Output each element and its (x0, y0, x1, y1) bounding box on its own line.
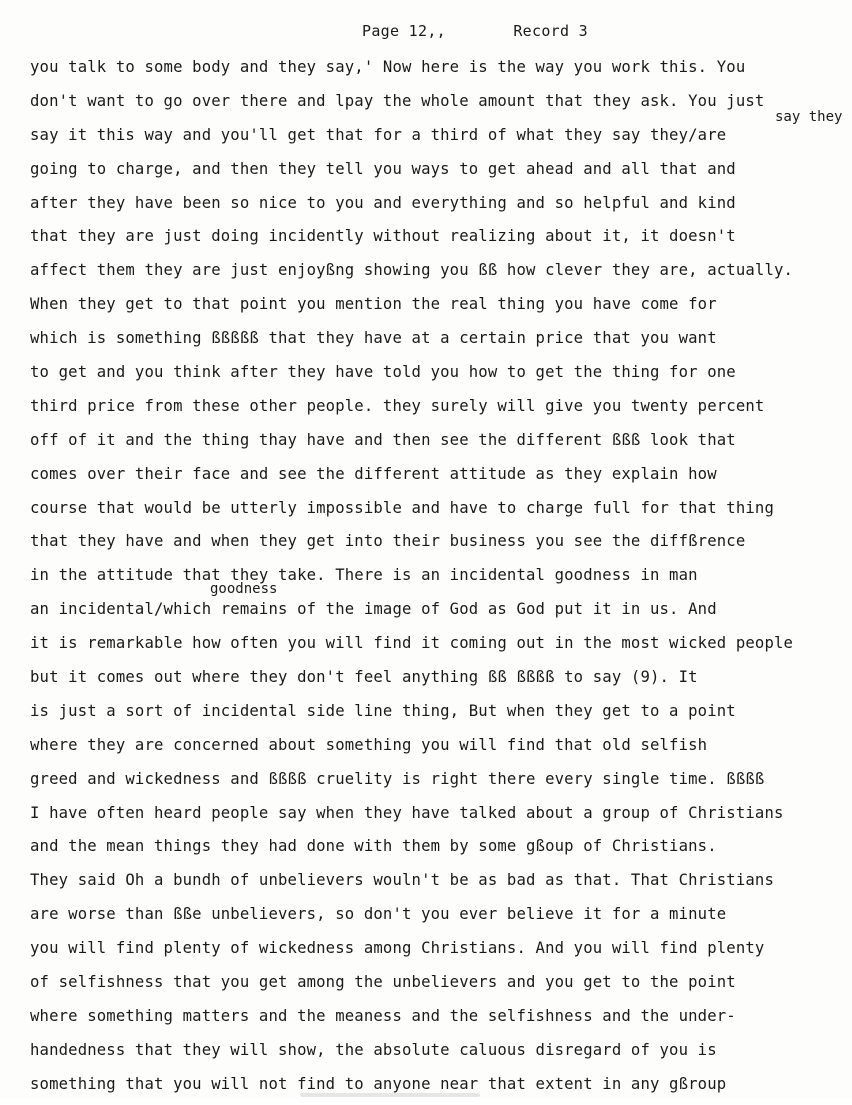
transcript-body (30, 54, 843, 1105)
text-line: but it comes out where they don't feel anything ßß ßßßß to say (9). It (30, 668, 698, 687)
scan-smudge (300, 1093, 480, 1097)
text-line: where something matters and the meaness and the selfishness and the under- (30, 1006, 736, 1025)
interlinear-insertion-say-they: say they (775, 109, 843, 125)
text-line: affect them they are just enjoyßng showing you ßß how clever they are, actually. (30, 261, 794, 280)
text-line: where they are concerned about something you will find that old selfish (30, 735, 708, 754)
text-line: that they are just doing incidently without realizing about it, it doesn't (30, 227, 736, 246)
text-line: something that you will not find to anyone near that extent in any gßroup (30, 1074, 727, 1093)
text-line: handedness that they will show, the absolute caluous disregard of you is (30, 1040, 717, 1059)
text-line: say it this way and you'll get that for a third of what they say they/are (30, 125, 727, 144)
text-line: and the mean things they had done with them by some gßoup of Christians. (30, 837, 717, 856)
text-line: you talk to some body and they say,' Now here is the way you work this. You (30, 58, 746, 76)
text-line: When they get to that point you mention the real thing you have come for (30, 295, 717, 314)
text-line: course that would be utterly impossible and have to charge full for that thing (30, 498, 774, 517)
text-line: are worse than ßße unbelievers, so don't you ever believe it for a minute (30, 905, 727, 924)
text-line: of selfishness that you get among the unbelievers and you get to the point (30, 973, 736, 992)
text-line: They said Oh a bundh of unbelievers wouln't be as bad as that. That Christians (30, 871, 774, 890)
text-line: off of it and the thing thay have and then see the different ßßß look that (30, 430, 736, 449)
text-line: you will find plenty of wickedness among Christians. And you will find plenty (30, 939, 765, 958)
page-header (362, 22, 588, 40)
text-line: in the attitude that they take. There is an incidental goodness in man (30, 566, 698, 585)
text-line: third price from these other people. they surely will give you twenty percent (30, 396, 765, 415)
text-line: which is something ßßßßß that they have at a certain price that you want (30, 329, 717, 348)
text-line: is just a sort of incidental side line thing, But when they get to a point (30, 701, 736, 720)
text-line: comes over their face and see the different attitude as they explain how (30, 464, 717, 483)
text-line: to get and you think after they have told you how to get the thing for one (30, 363, 736, 382)
text-line: greed and wickedness and ßßßß cruelity is right there every single time. ßßßß (30, 769, 765, 788)
text-line: an incidental/which remains of the image of God as God put it in us. And (30, 600, 717, 619)
page-number: Page 12,, (362, 22, 446, 40)
text-line: it is remarkable how often you will find it coming out in the most wicked people (30, 634, 794, 653)
text-line: after they have been so nice to you and everything and so helpful and kind (30, 193, 736, 212)
text-line: I have often heard people say when they have talked about a group of Christians (30, 803, 784, 822)
text-line: going to charge, and then they tell you ways to get ahead and all that and (30, 159, 736, 178)
text-line: that they have and when they get into their business you see the diffßrence (30, 532, 746, 551)
interlinear-insertion-goodness: goodness (210, 581, 278, 597)
record-number: Record 3 (513, 22, 588, 40)
text-line: don't want to go over there and lpay the whole amount that they ask. You just (30, 91, 765, 110)
